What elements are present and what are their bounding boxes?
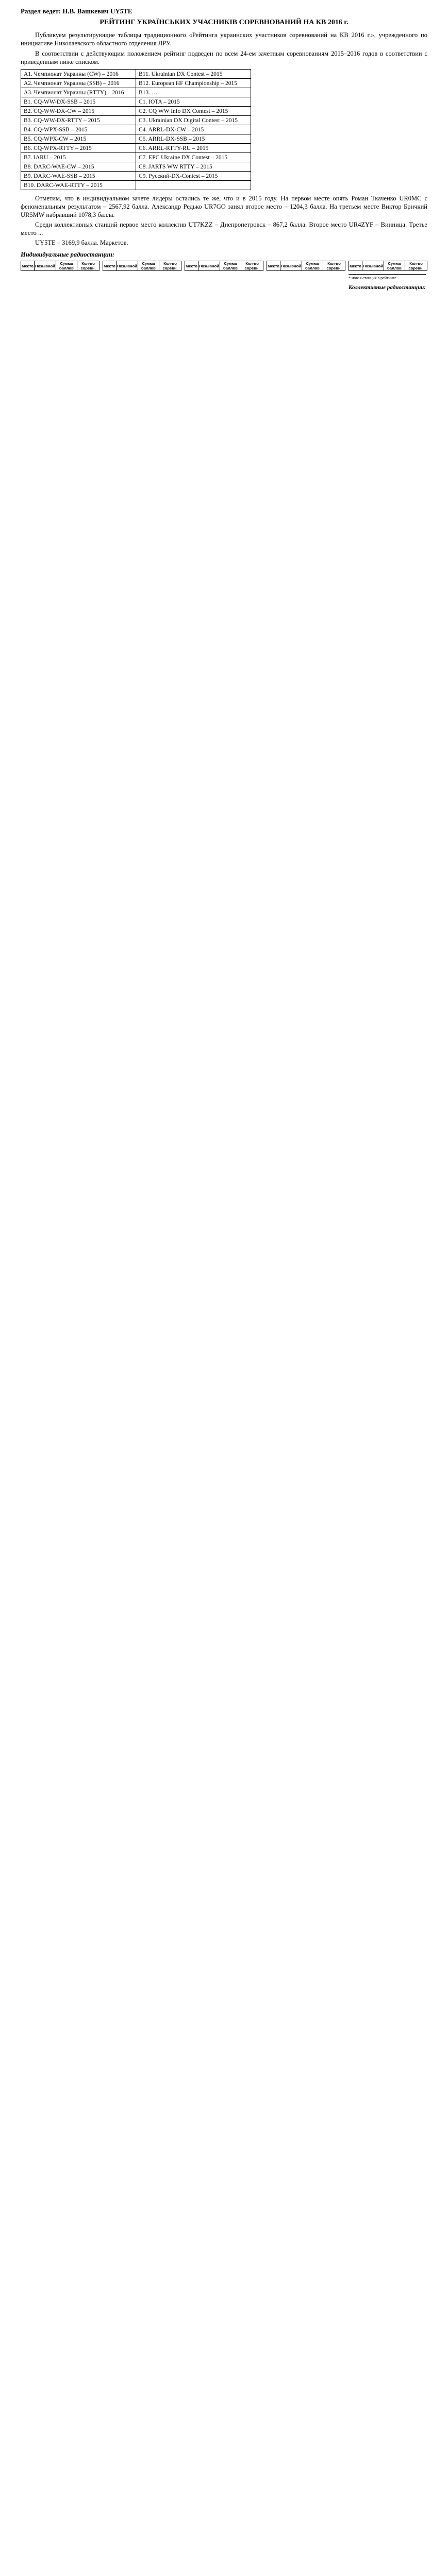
contest-cell	[136, 181, 251, 190]
contest-row	[21, 107, 251, 116]
contest-cell: C1. IOTA – 2015	[136, 97, 251, 107]
ranking-header-cell: Сумма баллов	[220, 261, 241, 271]
ranking-header-cell: Кол-во соревн.	[159, 261, 181, 271]
contest-cell: C9. Русский-DX-Contest – 2015	[136, 172, 251, 181]
ranking-table	[103, 261, 181, 271]
ranking-header-cell: Позывной	[34, 261, 56, 271]
contest-cell: B8. DARC-WAE-CW – 2015	[21, 162, 136, 172]
ranking-header-cell: Место	[267, 261, 280, 271]
contest-cell: A1. Чемпионат Украины (CW) – 2016	[21, 70, 136, 79]
contest-row	[21, 79, 251, 88]
ranking-header-cell: Кол-во соревн.	[323, 261, 345, 271]
contest-cell: C7. EPC Ukraine DX Contest – 2015	[136, 153, 251, 162]
contest-row	[21, 125, 251, 134]
ranking-column	[103, 261, 181, 271]
ranking-header-cell: Кол-во соревн.	[241, 261, 263, 271]
contest-row	[21, 134, 251, 144]
ranking-header-cell: Сумма баллов	[56, 261, 77, 271]
legend-note: * новая станция в рейтинге	[349, 274, 426, 280]
ranking-columns	[21, 261, 427, 292]
contest-row	[21, 97, 251, 107]
intro-paragraph-1: Публикуем результирующие таблицы традиционного «Рейтинга украинских участников соревнований на КВ 2016 г.», учрежденного по инициативе Николаевского областного отделения ЛРУ.	[21, 31, 427, 47]
contest-cell: B1. CQ-WW-DX-SSB – 2015	[21, 97, 136, 107]
contest-cell: B11. Ukrainian DX Contest – 2015	[136, 70, 251, 79]
contest-cell: B5. CQ-WPX-CW – 2015	[21, 134, 136, 144]
contest-cell: B6. CQ-WPX-RTTY – 2015	[21, 144, 136, 153]
ranking-column	[185, 261, 263, 271]
ranking-header-cell: Место	[21, 261, 35, 271]
ranking-column	[349, 261, 427, 292]
ranking-header-cell: Кол-во соревн.	[77, 261, 99, 271]
contest-cell: B12. European HF Championship – 2015	[136, 79, 251, 88]
contest-list-table	[21, 69, 251, 190]
ranking-header-cell: Сумма баллов	[138, 261, 159, 271]
ranking-header-cell: Место	[185, 261, 198, 271]
team-section-heading: Коллективные радиостанции:	[349, 284, 426, 291]
contest-row	[21, 116, 251, 125]
contest-cell: C3. Ukrainian DX Digital Contest – 2015	[136, 116, 251, 125]
contest-row	[21, 144, 251, 153]
contest-row	[21, 70, 251, 79]
contest-cell: B3. CQ-WW-DX-RTTY – 2015	[21, 116, 136, 125]
ranking-header-cell: Место	[349, 261, 362, 271]
contest-cell: B4. CQ-WPX-SSB – 2015	[21, 125, 136, 134]
ranking-header-cell: Позывной	[116, 261, 138, 271]
contest-row	[21, 153, 251, 162]
contest-row	[21, 162, 251, 172]
contest-cell: B13. …	[136, 88, 251, 97]
page-title: РЕЙТИНГ УКРАЇНСЬКИХ УЧАСНИКІВ СОРЕВНОВАНИЙ НА КВ 2016 г.	[99, 19, 349, 26]
ranking-table	[21, 261, 99, 271]
ranking-header-cell: Место	[103, 261, 117, 271]
results-paragraph-3: UY5TE – 3169,9 балла. Маркетов.	[35, 239, 128, 246]
ranking-header-cell: Сумма баллов	[384, 261, 405, 271]
contest-row	[21, 172, 251, 181]
contest-cell: A3. Чемпионат Украины (RTTY) – 2016	[21, 88, 136, 97]
contest-cell: B2. CQ-WW-DX-CW – 2015	[21, 107, 136, 116]
contest-cell: A2. Чемпионат Украины (SSB) – 2016	[21, 79, 136, 88]
contest-cell: B10. DARC-WAE-RTTY – 2015	[21, 181, 136, 190]
ranking-column	[267, 261, 345, 271]
contest-row	[21, 88, 251, 97]
ranking-table	[267, 261, 345, 271]
contest-cell: C4. ARRL-DX-CW – 2015	[136, 125, 251, 134]
ranking-header-cell: Позывной	[280, 261, 302, 271]
ranking-table	[185, 261, 263, 271]
ranking-header-cell: Кол-во соревн.	[405, 261, 427, 271]
section-header: Раздел ведет: Н.В. Вашкевич UY5TE	[21, 7, 132, 15]
contest-cell: C2. CQ WW Info DX Contest – 2015	[136, 107, 251, 116]
individual-section-heading: Индивидуальные радиостанции:	[21, 251, 114, 258]
ranking-header-cell: Позывной	[198, 261, 220, 271]
contest-row	[21, 181, 251, 190]
results-paragraph-1: Отметим, что в индивидуальном зачете лидеры остались те же, что и в 2015 году. На первом месте опять Роман Ткаченко UR0MC с феноменальным результатом – 2567,92 балла. Александр Редько UR7GO занял второе место – 1204,3 балла. На третьем месте Виктор Бричкий UR5MW набравший 1078,3 балла.	[21, 195, 427, 218]
contest-cell: C6. ARRL-RTTY-RU – 2015	[136, 144, 251, 153]
ranking-column	[21, 261, 99, 271]
ranking-header-cell: Сумма баллов	[302, 261, 323, 271]
contest-cell: B9. DARC-WAE-SSB – 2015	[21, 172, 136, 181]
ranking-table	[349, 261, 427, 271]
results-paragraph-2: Среди коллективных станций первое место коллектив UT7KZZ – Днепропетровск – 867,2 балла. Второе место UR4ZYF – Винница. Третье место ...	[21, 221, 427, 236]
contest-cell: C5. ARRL-DX-SSB – 2015	[136, 134, 251, 144]
contest-cell: B7. IARU – 2015	[21, 153, 136, 162]
contest-cell: C8. JARTS WW RTTY – 2015	[136, 162, 251, 172]
intro-paragraph-2: В соответствии с действующим положением рейтинг подведен по всем 24-ем зачетным соревнованиям 2015–2016 годов в соответствии с приведенным ниже списком.	[21, 50, 427, 65]
ranking-header-cell: Позывной	[362, 261, 384, 271]
